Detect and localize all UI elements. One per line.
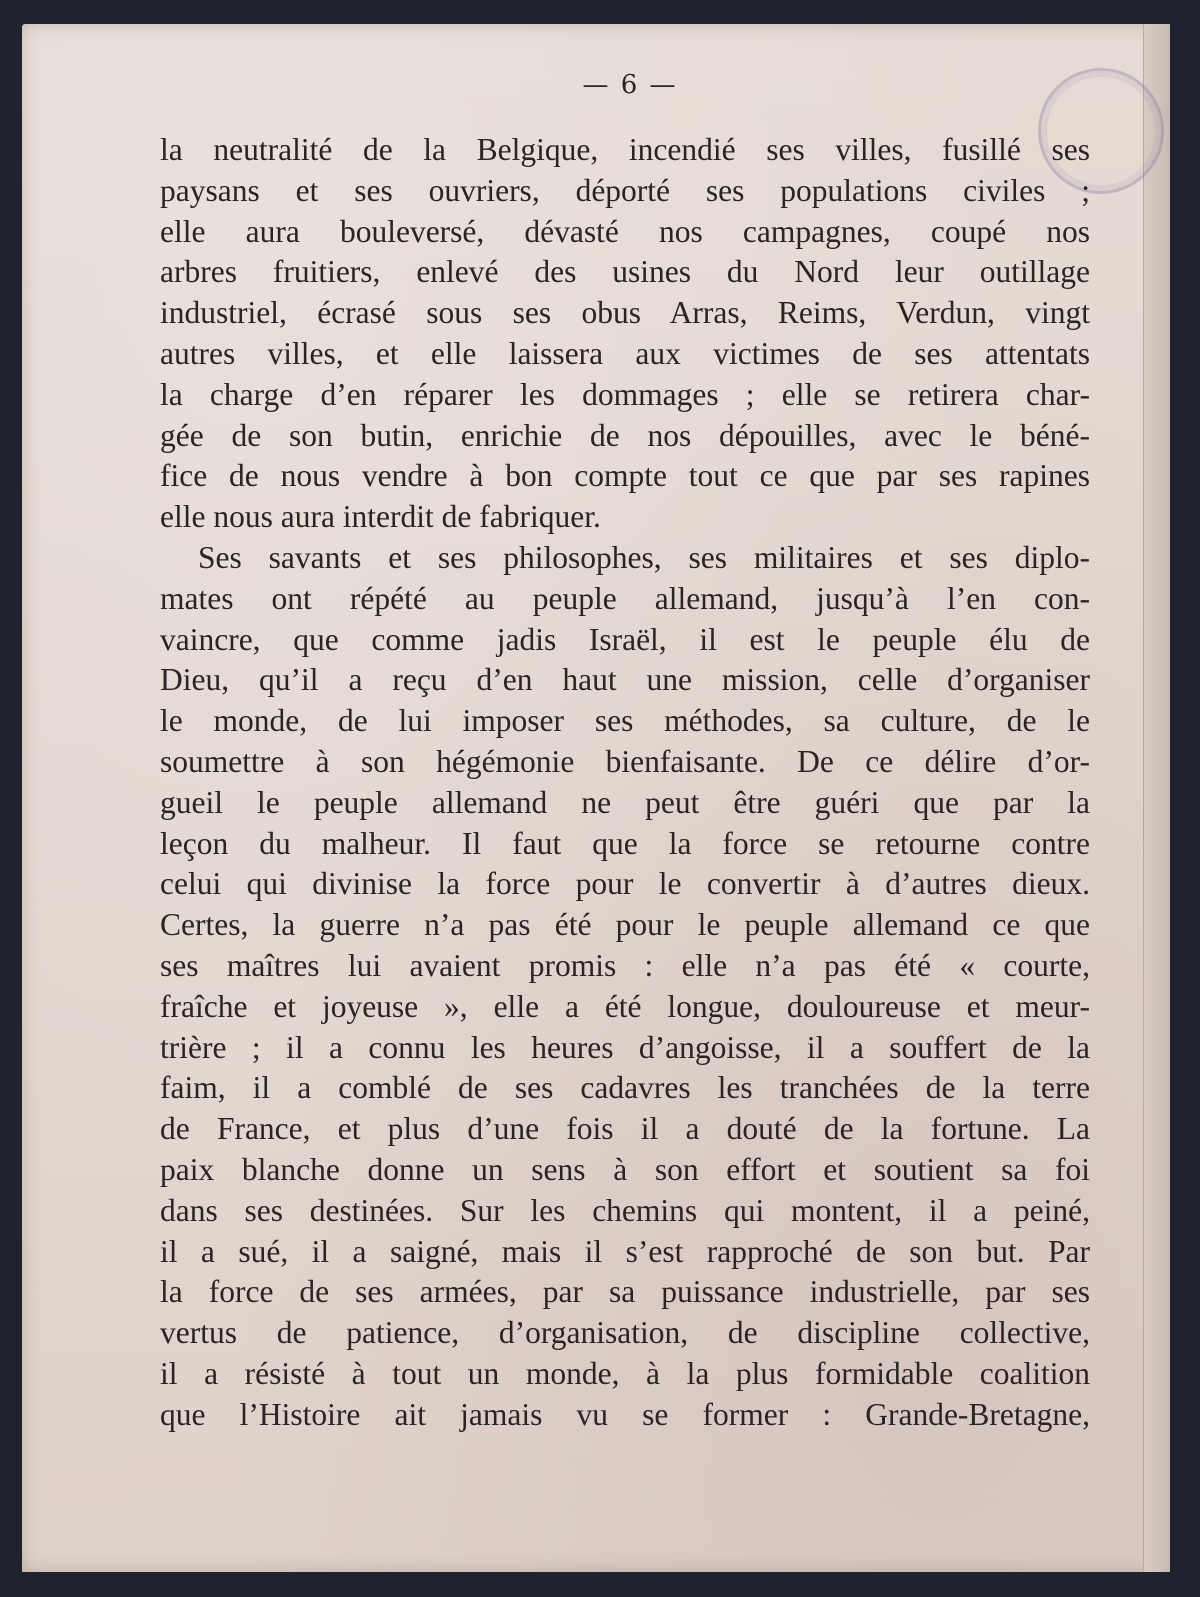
text-line: faim, il a comblé de ses cadavres les tranchées de la terre — [160, 1070, 1090, 1106]
text-line: Certes, la guerre n’a pas été pour le peuple allemand ce que — [160, 907, 1090, 943]
text-line: fraîche et joyeuse », elle a été longue, douloureuse et meur- — [160, 988, 1090, 1024]
text-line: la force de ses armées, par sa puissance industrielle, par ses — [160, 1274, 1090, 1310]
text-line: la neutralité de la Belgique, incendié ses villes, fusillé ses — [160, 132, 1090, 167]
body-text — [160, 130, 1090, 1436]
text-line: soumettre à son hégémonie bienfaisante. De ce délire d’or- — [160, 743, 1090, 779]
text-line: que l’Histoire ait jamais vu se former : Grande-Bretagne, — [160, 1396, 1090, 1432]
page-number: — 6 — — [582, 70, 678, 100]
text-line: autres villes, et elle laissera aux victimes de ses attentats — [160, 335, 1090, 371]
text-line: vertus de patience, d’organisation, de discipline collective, — [160, 1315, 1090, 1351]
text-line: celui qui divinise la force pour le convertir à d’autres dieux. — [160, 866, 1090, 902]
text-line: ses maîtres lui avaient promis : elle n’a pas été « courte, — [160, 947, 1090, 983]
text-line: la charge d’en réparer les dommages ; elle se retirera char- — [160, 376, 1090, 412]
text-line: Ses savants et ses philosophes, ses militaires et ses diplo- — [198, 539, 1090, 575]
text-line: elle aura bouleversé, dévasté nos campagnes, coupé nos — [160, 213, 1090, 249]
text-line: gueil le peuple allemand ne peut être guéri que par la — [160, 784, 1090, 820]
text-line: trière ; il a connu les heures d’angoisse, il a souffert de la — [160, 1029, 1090, 1065]
text-line: paysans et ses ouvriers, déporté ses populations civiles ; — [160, 172, 1090, 208]
text-line: le monde, de lui imposer ses méthodes, sa culture, de le — [160, 703, 1090, 739]
text-line: leçon du malheur. Il faut que la force se retourne contre — [160, 825, 1090, 861]
text-line: Dieu, qu’il a reçu d’en haut une mission, celle d’organiser — [160, 662, 1090, 698]
text-line: paix blanche donne un sens à son effort et soutient sa foi — [160, 1151, 1090, 1187]
text-line: il a sué, il a saigné, mais il s’est rapproché de son but. Par — [160, 1233, 1090, 1269]
text-line: vaincre, que comme jadis Israël, il est le peuple élu de — [160, 621, 1090, 657]
text-line: de France, et plus d’une fois il a douté de la fortune. La — [160, 1111, 1090, 1147]
page-edge — [1143, 24, 1170, 1572]
text-line: arbres fruitiers, enlevé des usines du Nord leur outillage — [160, 254, 1090, 290]
text-line: fice de nous vendre à bon compte tout ce que par ses rapines — [160, 458, 1090, 494]
text-line: elle nous aura interdit de fabriquer. — [160, 499, 601, 535]
text-line: il a résisté à tout un monde, à la plus formidable coalition — [160, 1355, 1090, 1391]
text-line: gée de son butin, enrichie de nos dépouilles, avec le béné- — [160, 417, 1090, 453]
text-line: industriel, écrasé sous ses obus Arras, Reims, Verdun, vingt — [160, 295, 1090, 331]
text-line: dans ses destinées. Sur les chemins qui montent, il a peiné, — [160, 1192, 1090, 1228]
text-line: mates ont répété au peuple allemand, jusqu’à l’en con- — [160, 580, 1090, 616]
